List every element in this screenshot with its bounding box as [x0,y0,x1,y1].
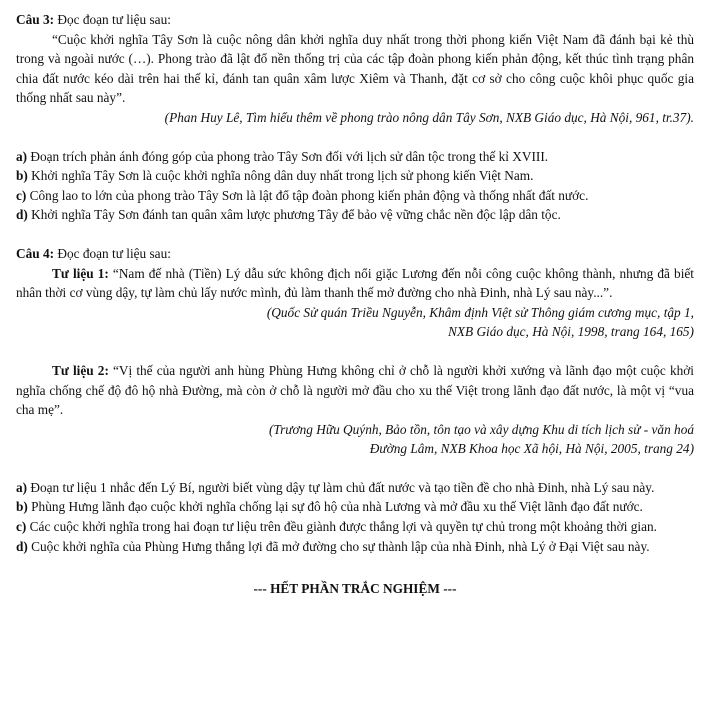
option-letter: a) [16,148,28,164]
question-3-quote: “Cuộc khởi nghĩa Tây Sơn là cuộc nông dân khởi nghĩa duy nhất trong thời phong kiến Việt Nam đã đánh bại kẻ thù trong và ngoài nước (…). Phong trào đã lật đổ nền thống trị của các tập đoàn phong kiến phản động, kết thúc tình trạng phân chia đất nước kéo dài trên hai thế kỉ, đánh tan quân xâm lược Xiêm và Thanh, đặt cơ sở cho công cuộc khôi phục quốc gia thống nhất sau này”. [16,31,694,106]
option-letter: b) [16,168,28,184]
question-4-label: Câu 4: [16,245,55,261]
question-4-option-a [16,478,694,498]
source-2-citation-line-1: (Trương Hữu Quýnh, Bảo tồn, tôn tạo và xây dựng Khu di tích lịch sử - văn hoá [268,421,694,437]
option-letter: a) [16,479,28,495]
option-letter: b) [16,499,28,515]
option-text: Các cuộc khởi nghĩa trong hai đoạn tư liệu trên đều giành được thắng lợi và quyền tự chủ trong một khoảng thời gian. [26,519,657,535]
question-3-option-b [16,166,694,186]
option-text: Phùng Hưng lãnh đạo cuộc khởi nghĩa chống lại sự đô hộ của nhà Lương và mở đầu xu thế Việt lãnh đạo đất nước. [27,499,643,515]
question-4 [16,244,694,556]
source-1-text [16,264,694,303]
question-3-heading [16,10,694,30]
option-text: Khởi nghĩa Tây Sơn là cuộc khởi nghĩa nông dân duy nhất trong lịch sử phong kiến Việt Nam. [27,168,534,184]
question-3-label: Câu 3: [16,12,55,27]
option-letter: d) [16,538,28,554]
source-1-citation-line-2: NXB Giáo dục, Hà Nội, 1998, trang 164, 165) [448,324,694,340]
option-text: Khởi nghĩa Tây Sơn đánh tan quân xâm lược phương Tây để bảo vệ vững chắc nền độc lập dân tộc. [27,207,561,223]
source-1-label: Tư liệu 1: [52,265,109,281]
question-4-option-b [16,497,694,517]
question-3 [16,10,694,225]
question-3-citation: (Phan Huy Lê, Tìm hiểu thêm về phong trào nông dân Tây Sơn, NXB Giáo dục, Hà Nội, 961, tr.37). [164,109,694,125]
question-4-heading [16,244,694,264]
option-text: Công lao to lớn của phong trào Tây Sơn là lật đổ tập đoàn phong kiến phản động và thống nhất đất nước. [26,187,589,203]
source-1-body: “Nam đế nhà (Tiền) Lý dẫu sức không địch nổi giặc Lương đến nỗi công cuộc không thành, nhưng đã biết nhân thời cơ vùng dậy, tự làm chủ lấy nước mình, đủ làm thanh thế mở đường cho nhà Đinh, nhà Lý sau này...”. [16,265,694,301]
option-letter: c) [16,519,27,535]
question-3-prompt: Đọc đoạn tư liệu sau: [57,12,171,27]
end-of-section-footer: --- HẾT PHẦN TRẮC NGHIỆM --- [253,581,457,597]
question-3-option-a [16,147,694,167]
source-2-text [16,361,694,420]
option-text: Cuộc khởi nghĩa của Phùng Hưng thắng lợi đã mở đường cho sự thành lập của nhà Đinh, nhà Lý ở Đại Việt sau này. [27,538,650,554]
option-text: Đoạn tư liệu 1 nhắc đến Lý Bí, người biết vùng dậy tự làm chủ đất nước và tạo tiền đề cho nhà Đinh, nhà Lý sau này. [27,479,655,495]
source-2-label: Tư liệu 2: [52,362,109,378]
question-4-option-c [16,517,694,537]
option-letter: d) [16,207,28,223]
question-3-option-d [16,205,694,225]
question-3-option-c [16,186,694,206]
option-letter: c) [16,187,27,203]
question-4-option-d [16,537,694,557]
source-1-citation-line-1: (Quốc Sử quán Triều Nguyễn, Khâm định Việt sử Thông giám cương mục, tập 1, [266,304,694,320]
source-2-body: “Vị thế của người anh hùng Phùng Hưng không chỉ ở chỗ là người khởi xướng và lãnh đạo một cuộc khởi nghĩa chống chế độ đô hộ nhà Đường, mà còn ở chỗ là người mở đầu cho xu thế Việt trong lãnh đạo đất nước, là một vị “vua cha mẹ”. [16,362,694,418]
question-4-prompt: Đọc đoạn tư liệu sau: [57,245,171,261]
source-2-citation-line-2: Đường Lâm, NXB Khoa học Xã hội, Hà Nội, 2005, trang 24) [369,441,694,457]
option-text: Đoạn trích phản ánh đóng góp của phong trào Tây Sơn đối với lịch sử dân tộc trong thế kỉ XVIII. [27,148,549,164]
